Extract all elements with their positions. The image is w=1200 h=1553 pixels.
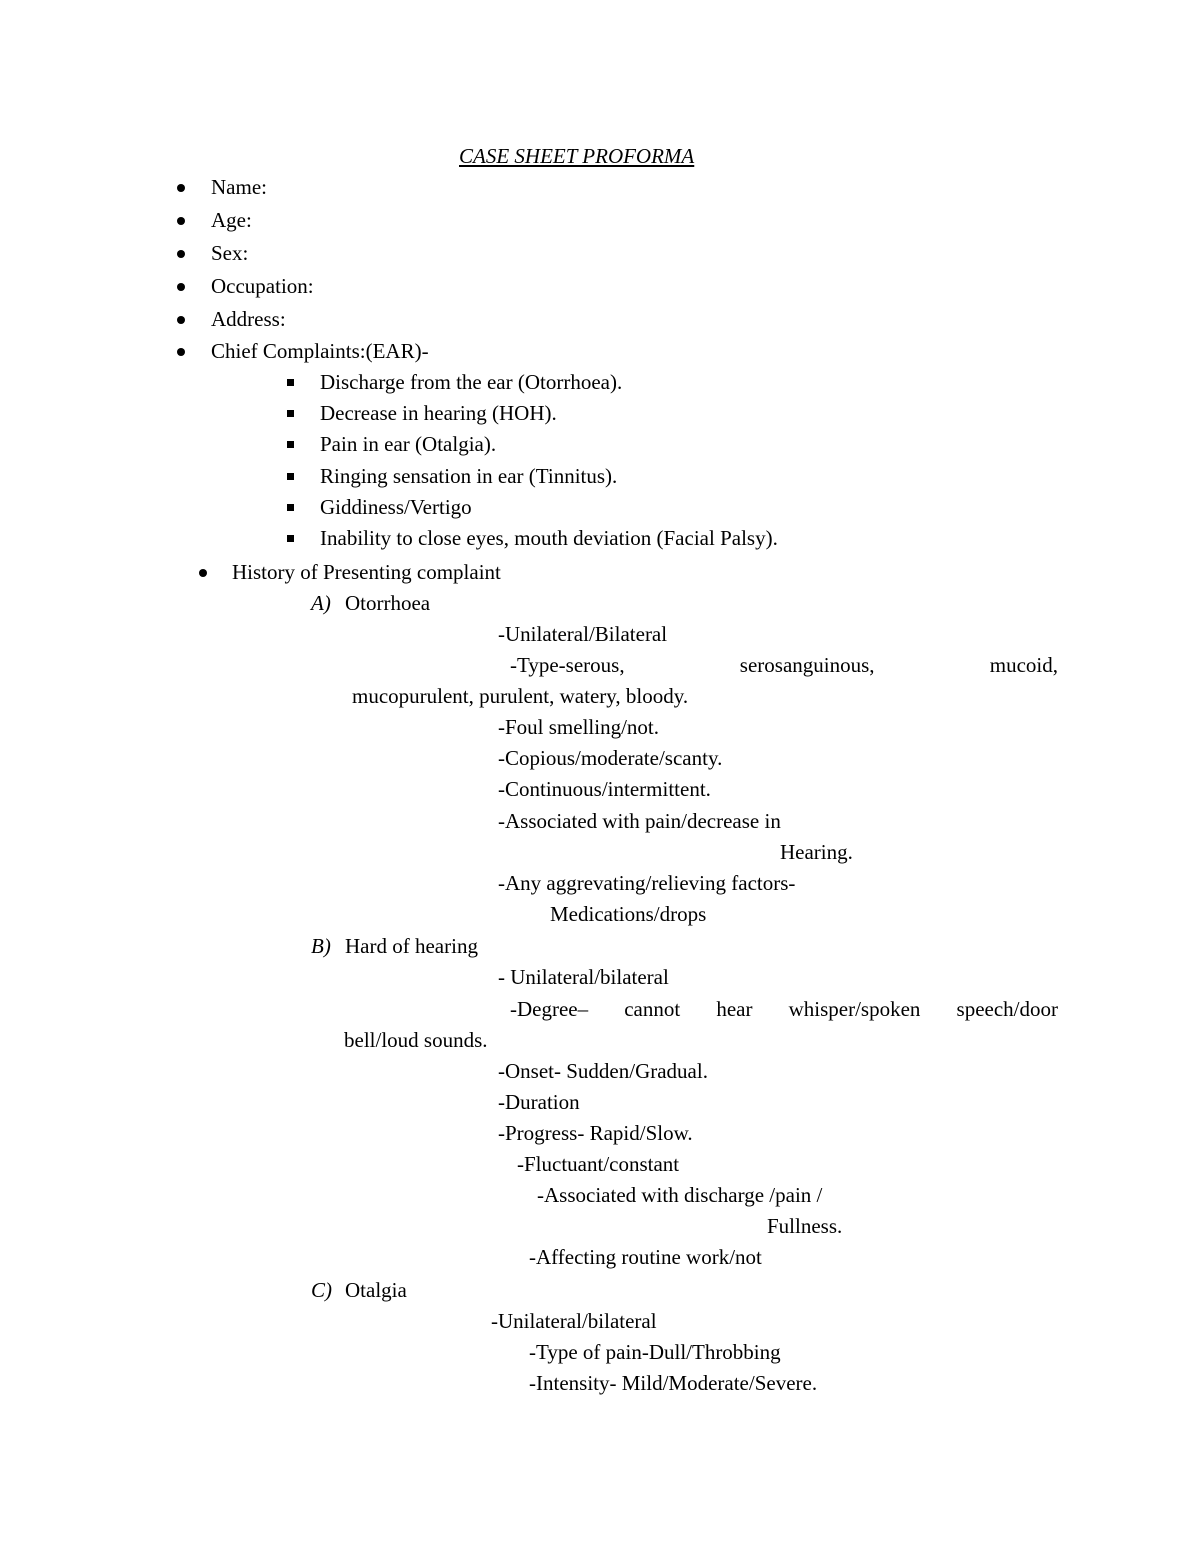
complaint-item: Ringing sensation in ear (Tinnitus). — [320, 464, 618, 488]
hoh-fluctuant: -Fluctuant/constant — [517, 1152, 680, 1176]
field-address: Address: — [211, 307, 286, 331]
square-bullet-icon — [287, 504, 294, 511]
bullet-icon — [177, 348, 185, 356]
bullet-icon — [177, 217, 185, 225]
complaint-item: Giddiness/Vertigo — [320, 495, 472, 519]
bullet-icon — [199, 569, 207, 577]
otorrhoea-type-word: -Type-serous, — [510, 653, 625, 677]
section-letter: A) — [311, 591, 331, 615]
otorrhoea-heading: Otorrhoea — [345, 591, 431, 615]
otorrhoea-associated-continued: Hearing. — [780, 840, 853, 864]
bullet-icon — [177, 283, 185, 291]
field-age: Age: — [211, 208, 252, 232]
otorrhoea-smell: -Foul smelling/not. — [498, 715, 660, 739]
field-occupation: Occupation: — [211, 274, 314, 298]
hoh-duration: -Duration — [498, 1090, 580, 1114]
field-chief-complaints: Chief Complaints:(EAR)- — [211, 339, 429, 363]
otorrhoea-type — [510, 650, 1058, 681]
hoh-onset: -Onset- Sudden/Gradual. — [498, 1059, 708, 1083]
page-title: CASE SHEET PROFORMA — [459, 144, 695, 168]
hoh-degree-continued: bell/loud sounds. — [344, 1028, 488, 1052]
hoh-degree-word: hear — [716, 997, 753, 1021]
otalgia-intensity: -Intensity- Mild/Moderate/Severe. — [529, 1371, 818, 1395]
otorrhoea-factors-continued: Medications/drops — [550, 902, 707, 926]
bullet-icon — [177, 250, 185, 258]
otalgia-heading: Otalgia — [345, 1278, 407, 1302]
hoh-associated: -Associated with discharge /pain / — [537, 1183, 823, 1207]
complaint-item: Pain in ear (Otalgia). — [320, 432, 497, 456]
hoh-progress: -Progress- Rapid/Slow. — [498, 1121, 693, 1145]
hoh-degree-word: speech/door — [956, 997, 1058, 1021]
hoh-degree-word: cannot — [624, 997, 681, 1021]
hoh-degree-word: whisper/spoken — [788, 997, 921, 1021]
otalgia-laterality: -Unilateral/bilateral — [491, 1309, 657, 1333]
hoh-routine: -Affecting routine work/not — [529, 1245, 762, 1269]
hoh-associated-continued: Fullness. — [767, 1214, 843, 1238]
square-bullet-icon — [287, 473, 294, 480]
hoh-heading: Hard of hearing — [345, 934, 478, 958]
otorrhoea-factors: -Any aggrevating/relieving factors- — [498, 871, 796, 895]
otorrhoea-type-continued: mucopurulent, purulent, watery, bloody. — [352, 684, 689, 708]
otorrhoea-type-word: mucoid, — [989, 653, 1058, 677]
section-letter: C) — [311, 1278, 332, 1302]
field-sex: Sex: — [211, 241, 249, 265]
complaint-item: Decrease in hearing (HOH). — [320, 401, 557, 425]
section-letter: B) — [311, 934, 331, 958]
hoh-laterality: - Unilateral/bilateral — [498, 965, 669, 989]
bullet-icon — [177, 316, 185, 324]
square-bullet-icon — [287, 535, 294, 542]
otorrhoea-type-word: serosanguinous, — [739, 653, 875, 677]
otalgia-type: -Type of pain-Dull/Throbbing — [529, 1340, 781, 1364]
otorrhoea-associated: -Associated with pain/decrease in — [498, 809, 781, 833]
square-bullet-icon — [287, 379, 294, 386]
bullet-icon — [177, 184, 185, 192]
square-bullet-icon — [287, 441, 294, 448]
otorrhoea-amount: -Copious/moderate/scanty. — [498, 746, 723, 770]
otorrhoea-pattern: -Continuous/intermittent. — [498, 777, 711, 801]
otorrhoea-laterality: -Unilateral/Bilateral — [498, 622, 668, 646]
hoh-degree — [510, 994, 1058, 1025]
history-heading: History of Presenting complaint — [232, 560, 501, 584]
complaint-item: Inability to close eyes, mouth deviation (Facial Palsy). — [320, 526, 778, 550]
square-bullet-icon — [287, 410, 294, 417]
field-name: Name: — [211, 175, 267, 199]
hoh-degree-word: -Degree– — [510, 997, 589, 1021]
complaint-item: Discharge from the ear (Otorrhoea). — [320, 370, 623, 394]
